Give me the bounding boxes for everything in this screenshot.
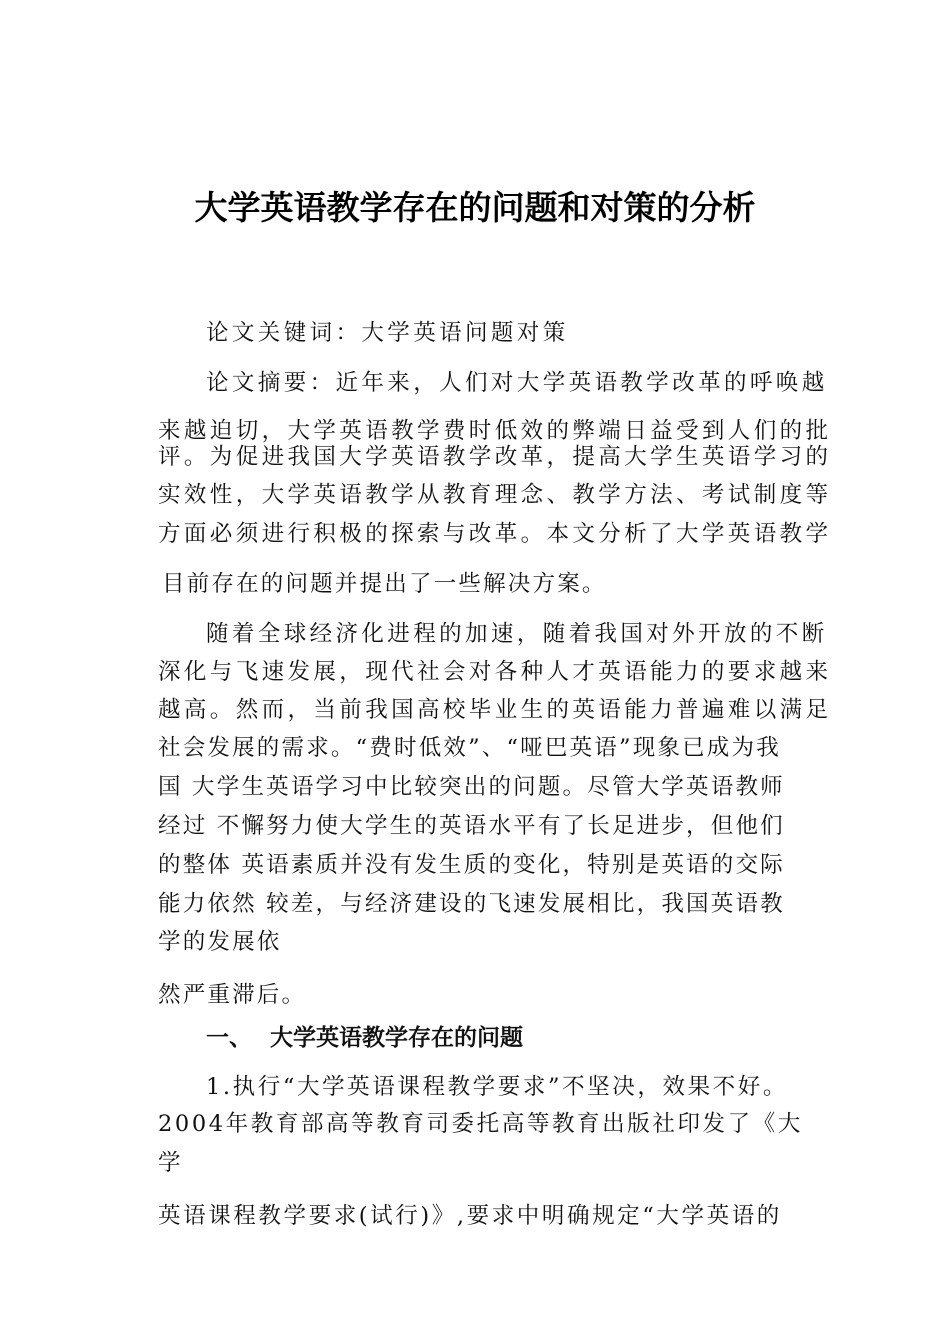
section-number: 一、: [206, 1025, 252, 1051]
abstract-line: 方面必须进行积极的探索与改革。本文分析了大学英语教学: [158, 521, 832, 547]
abstract-line: 来越迫切，大学英语教学费时低效的弊端日益受到人们的批: [158, 418, 832, 444]
keywords-line: 论文关键词：大学英语问题对策: [206, 320, 569, 346]
abstract-line: 实效性，大学英语教学从教育理念、教学方法、考试制度等: [158, 482, 832, 508]
abstract-line: 论文摘要：近年来，人们对大学英语教学改革的呼唤越: [206, 370, 828, 396]
body-line: 社会发展的需求。“费时低效”、“哑巴英语”现象已成为我: [158, 735, 781, 761]
body-line: 国 大学生英语学习中比较突出的问题。尽管大学英语教师: [158, 774, 785, 800]
abstract-line: 目前存在的问题并提出了一些解决方案。: [162, 571, 607, 597]
body-line: 能力依然 较差，与经济建设的飞速发展相比，我国英语教: [158, 891, 785, 917]
body-line: 的整体 英语素质并没有发生质的变化，特别是英语的交际: [158, 852, 785, 878]
body-line: 2004年教育部高等教育司委托高等教育出版社印发了《大: [158, 1111, 803, 1137]
body-line: 学的发展依: [158, 929, 282, 955]
body-line: 深化与飞速发展，现代社会对各种人才英语能力的要求越来: [158, 659, 832, 685]
body-line: 然严重滞后。: [158, 982, 307, 1008]
body-line: 越高。然而，当前我国高校毕业生的英语能力普遍难以满足: [158, 697, 832, 723]
abstract-line: 评。为促进我国大学英语教学改革，提高大学生英语学习的: [158, 444, 832, 470]
section-title: 大学英语教学存在的问题: [270, 1025, 523, 1051]
body-line: 1.执行“大学英语课程教学要求”不坚决，效果不好。: [206, 1074, 788, 1100]
body-line: 随着全球经济化进程的加速，随着我国对外开放的不断: [206, 621, 828, 647]
document-title: 大学英语教学存在的问题和对策的分析: [194, 188, 756, 227]
section-heading: [206, 1027, 523, 1050]
body-line: 英语课程教学要求(试行)》,要求中明确规定“大学英语的: [158, 1203, 782, 1229]
body-line: 学: [158, 1150, 184, 1176]
body-line: 经过 不懈努力使大学生的英语水平有了长足进步，但他们: [158, 813, 785, 839]
